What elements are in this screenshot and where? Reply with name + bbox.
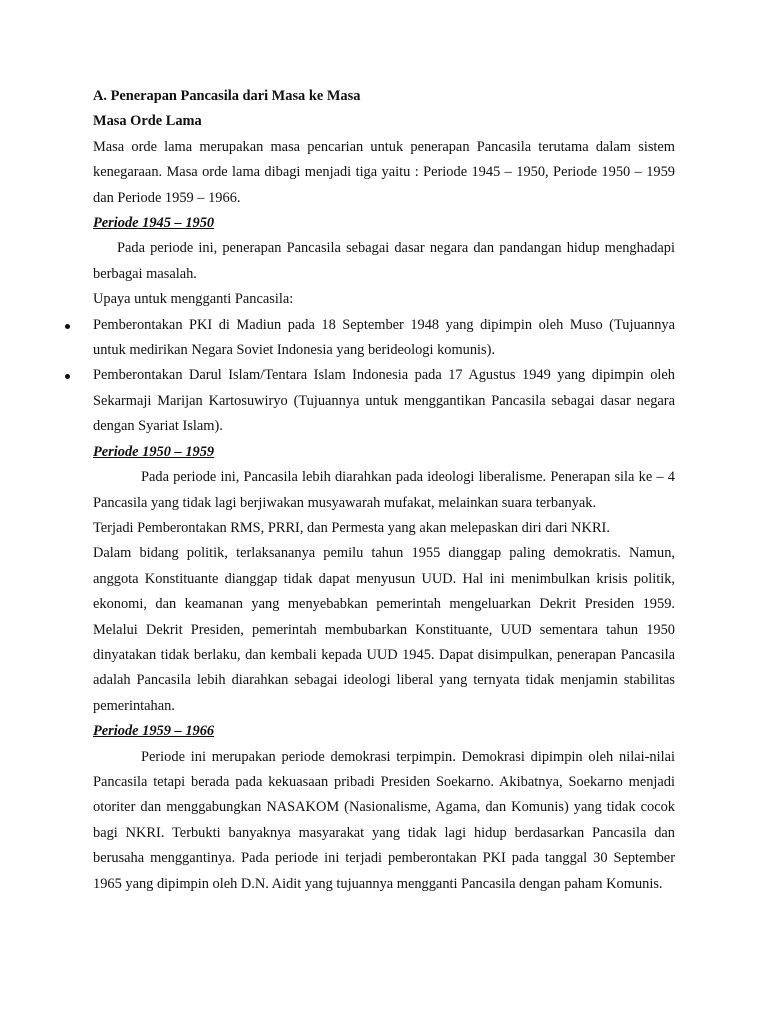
bullet-icon [65, 324, 70, 329]
period-title: Periode 1945 – 1950 [93, 215, 215, 232]
list-item-text: Pemberontakan PKI di Madiun pada 18 September 1948 yang dipimpin oleh Muso (Tujuannya untuk medirikan Negara Soviet Indonesia yang berideologi komunis). [93, 316, 675, 359]
period-paragraph: Pada periode ini, Pancasila lebih diarahkan pada ideologi liberalisme. Penerapan sila ke – 4 Pancasila yang tidak lagi berjiwakan musyawarah mufakat, melainkan suara terbanyak. [93, 469, 675, 511]
period-paragraph: Pada periode ini, penerapan Pancasila sebagai dasar negara dan pandangan hidup menghadapi berbagai masalah. [93, 240, 675, 282]
period-paragraph: Dalam bidang politik, terlaksananya pemilu tahun 1955 dianggap paling demokratis. Namun, anggota Konstituante dianggap tidak dapat menyusun UUD. Hal ini menimbulkan krisis politik, ekonomi, dan keamanan yang menyebabkan pemerintah mengeluarkan Dekrit Presiden 1959. Melalui Dekrit Presiden, pemerintah membubarkan Konstituante, UUD sementara tahun 1950 dinyatakan tidak berlaku, dan kembali kepada UUD 1945. Dapat disimpulkan, penerapan Pancasila adalah Pancasila lebih diarahkan sebagai ideologi liberal yang ternyata tidak menjamin stabilitas pemerintahan. [93, 545, 675, 714]
intro-paragraph: Masa orde lama merupakan masa pencarian untuk penerapan Pancasila terutama dalam sistem kenegaraan. Masa orde lama dibagi menjadi tiga yaitu : Periode 1945 – 1950, Periode 1950 – 1959 dan Periode 1959 – 1966. [93, 138, 675, 206]
subheading: Masa Orde Lama [93, 113, 202, 130]
list-item [93, 363, 675, 439]
list-item-text: Pemberontakan Darul Islam/Tentara Islam Indonesia pada 17 Agustus 1949 yang dipimpin oleh Sekarmaji Marijan Kartosuwiryo (Tujuannya untuk menggantikan Pancasila sebagai dasar negara dengan Syariat Islam). [93, 367, 675, 435]
period-title: Periode 1950 – 1959 [93, 443, 215, 460]
period-title: Periode 1959 – 1966 [93, 723, 215, 740]
document-body [93, 84, 675, 897]
period-line: Terjadi Pemberontakan RMS, PRRI, dan Permesta yang akan melepaskan diri dari NKRI. [93, 519, 610, 536]
bullet-icon [65, 374, 70, 379]
list-item [93, 313, 675, 364]
bullet-list [93, 313, 675, 440]
period-paragraph: Periode ini merupakan periode demokrasi terpimpin. Demokrasi dipimpin oleh nilai-nilai Pancasila tetapi berada pada kekuasaan pribadi Presiden Soekarno. Akibatnya, Soekarno menjadi otoriter dan menggabungkan NASAKOM (Nasionalisme, Agama, dan Komunis) yang tidak cocok bagi NKRI. Terbukti banyaknya masyarakat yang tidak lagi hidup berdasarkan Pancasila dan berusaha menggantinya. Pada periode ini terjadi pemberontakan PKI pada tanggal 30 September 1965 yang dipimpin oleh D.N. Aidit yang tujuannya mengganti Pancasila dengan paham Komunis. [93, 748, 675, 892]
list-intro: Upaya untuk mengganti Pancasila: [93, 291, 294, 308]
section-heading: A. Penerapan Pancasila dari Masa ke Masa [93, 88, 361, 104]
